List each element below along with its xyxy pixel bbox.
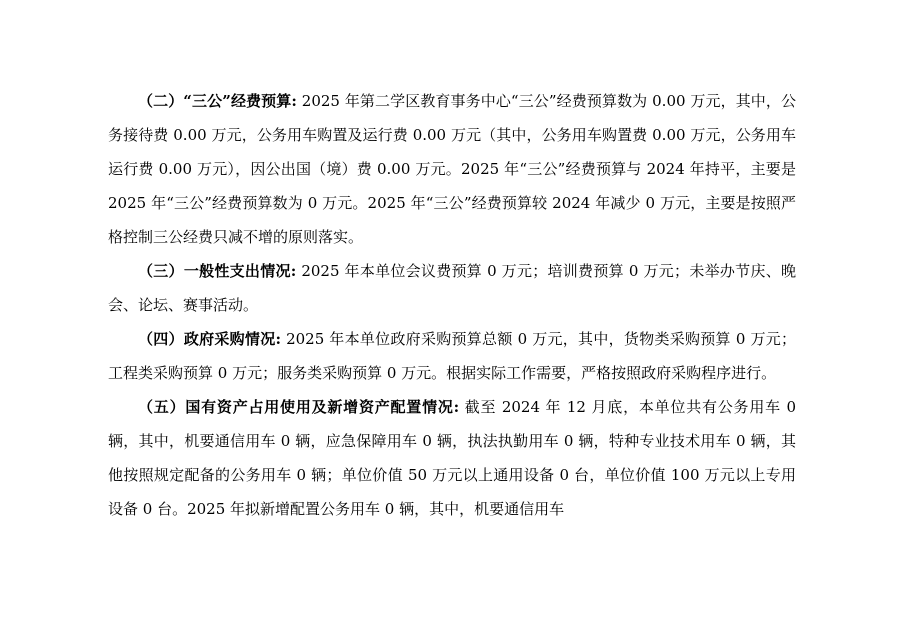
document-body bbox=[108, 84, 796, 526]
section-text: 2025 年本单位会议费预算 0 万元；培训费预算 0 万元；未举办节庆、晚会、论坛、赛事活动。 bbox=[108, 262, 796, 314]
paragraph-government-procurement bbox=[108, 322, 796, 390]
section-text: 2025 年第二学区教育事务中心“三公”经费预算数为 0.00 万元，其中，公务接待费 0.00 万元，公务用车购置及运行费 0.00 万元（其中，公务用车购置费 0.00 万元，公务用车运行费 0.00 万元），因公出国（境）费 0.00 万元。2025 年“三公”经费预算与 2024 年持平，主要是 2025 年“三公”经费预算数为 0 万元。2025 年“三公”经费预算较 2024 年减少 0 万元，主要是按照严格控制三公经费只减不增的原则落实。 bbox=[108, 92, 797, 246]
section-text: 2025 年本单位政府采购预算总额 0 万元，其中，货物类采购预算 0 万元；工程类采购预算 0 万元；服务类采购预算 0 万元。根据实际工作需要，严格按照政府采购程序进行。 bbox=[108, 330, 797, 382]
section-heading: （四）政府采购情况: bbox=[138, 330, 282, 348]
section-heading: （五）国有资产占用使用及新增资产配置情况: bbox=[138, 398, 460, 416]
paragraph-three-public-funds bbox=[108, 84, 796, 254]
section-text: 截至 2024 年 12 月底，本单位共有公务用车 0 辆，其中，机要通信用车 0 辆，应急保障用车 0 辆，执法执勤用车 0 辆，特种专业技术用车 0 辆，其他按照规定配备的公务用车 0 辆；单位价值 50 万元以上通用设备 0 台，单位价值 100 万元以上专用设备 0 台。2025 年拟新增配置公务用车 0 辆，其中，机要通信用车 bbox=[108, 398, 796, 518]
section-heading: （三）一般性支出情况: bbox=[138, 262, 297, 280]
section-heading: （二）“三公”经费预算: bbox=[138, 92, 297, 110]
paragraph-state-assets bbox=[108, 390, 796, 526]
paragraph-general-expenditure bbox=[108, 254, 796, 322]
